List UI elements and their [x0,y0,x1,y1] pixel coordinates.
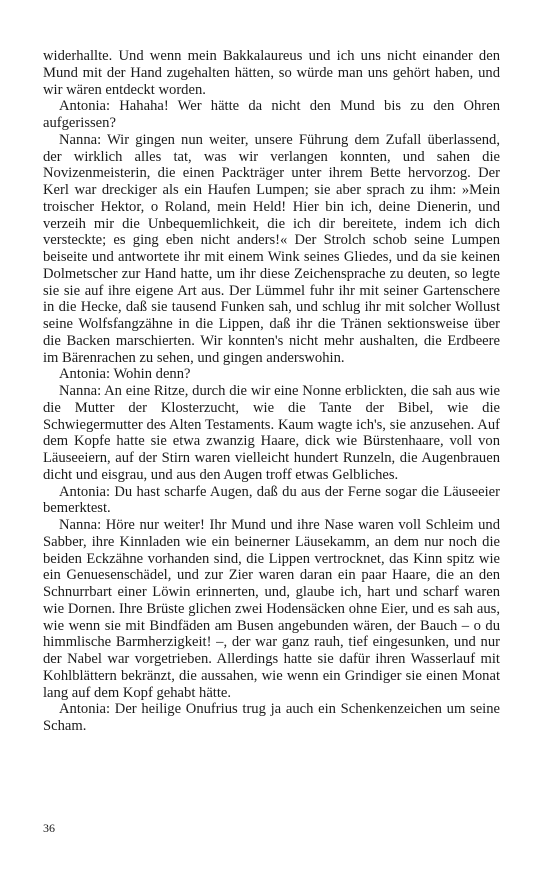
paragraph-nanna-2: Nanna: An eine Ritze, durch die wir eine Nonne erblickten, die sah aus wie die Mutter der Klosterzucht, wie die Tante der Bibel, wie die Schwiegermutter des Alten Testaments. Kaum wagte ich's, sie anzusehen. Auf dem Kopfe hatte sie etwa zwanzig Haare, dick wie Bürstenhaare, voll von Läuseeiern, auf der Stirn waren vielleicht hundert Runzeln, die Augenbrauen dicht und eisgrau, und aus den Augen troff etwas Gelbliches. [43,383,500,483]
paragraph-nanna-3: Nanna: Höre nur weiter! Ihr Mund und ihre Nase waren voll Schleim und Sabber, ihre Kinnladen wie ein beinerner Läusekamm, an dem nur noch die beiden Eckzähne vorhanden sind, die Lippen vertrocknet, das Kinn spitz wie ein Genuesenschädel, und zur Zier waren daran ein paar Haare, die an den Schnurrbart einer Löwin erinnerten, und, glaube ich, hart und scharf waren wie Dornen. Ihre Brüste glichen zwei Hodensäcken ohne Eier, und es sah aus, wie wenn sie mit Bindfäden am Busen angebunden wären, der Bauch – o du himmlische Barmherzigkeit! –, der war ganz rauh, tief eingesunken, und nur der Nabel war vorgetrieben. Allerdings hatte sie dafür ihren Wasserlauf mit Kohlblättern bekränzt, die aussahen, wie wenn ein Grindiger sie einen Monat lang auf dem Kopf gehabt hätte. [43,517,500,701]
paragraph-continuation: widerhallte. Und wenn mein Bakkalaureus und ich uns nicht einander den Mund mit der Hand zugehalten hätten, so würde man uns gehört haben, und wir wären entdeckt worden. [43,48,500,98]
page-number: 36 [43,821,55,835]
paragraph-antonia-1: Antonia: Hahaha! Wer hätte da nicht den Mund bis zu den Ohren aufgerissen? [43,98,500,131]
page-body [43,48,500,735]
paragraph-antonia-2: Antonia: Wohin denn? [59,366,191,383]
paragraph-nanna-1: Nanna: Wir gingen nun weiter, unsere Führung dem Zufall überlassend, der wirklich alles tat, was wir verlangen konnten, und sahen die Novizenmeisterin, die einen Packträger unter ihrem Bette hervorzog. Der Kerl war dreckiger als ein Haufen Lumpen; sie aber sprach zu ihm: »Mein troischer Hektor, o Roland, mein Held! Hier bin ich, deine Dienerin, und verzeih mir die Unbequemlichkeit, die ich dir bereitete, indem ich dich versteckte; es ging eben nicht anders!« Der Strolch schob seine Lumpen beiseite und antwortete ihr mit einem Wink seines Gliedes, und da sie keinen Dolmetscher zur Hand hatte, um ihr diese Zeichensprache zu deuten, so legte sie sie auf ihre eigene Art aus. Der Lümmel fuhr ihr mit seiner Gartenschere in die Hecke, daß sie tausend Funken sah, und schlug ihr mit solcher Wollust seine Wolfsfangzähne in die Lippen, daß ihr die Tränen sektionsweise über die Backen marschierten. Wir konnten's nicht mehr aushalten, die Erdbeere im Bärenrachen zu sehen, und gingen anderswohin. [43,131,500,366]
paragraph-antonia-3: Antonia: Du hast scharfe Augen, daß du aus der Ferne sogar die Läuseeier bemerktest. [43,483,500,517]
paragraph-antonia-4: Antonia: Der heilige Onufrius trug ja auch ein Schenkenzeichen um seine Scham. [43,701,500,734]
